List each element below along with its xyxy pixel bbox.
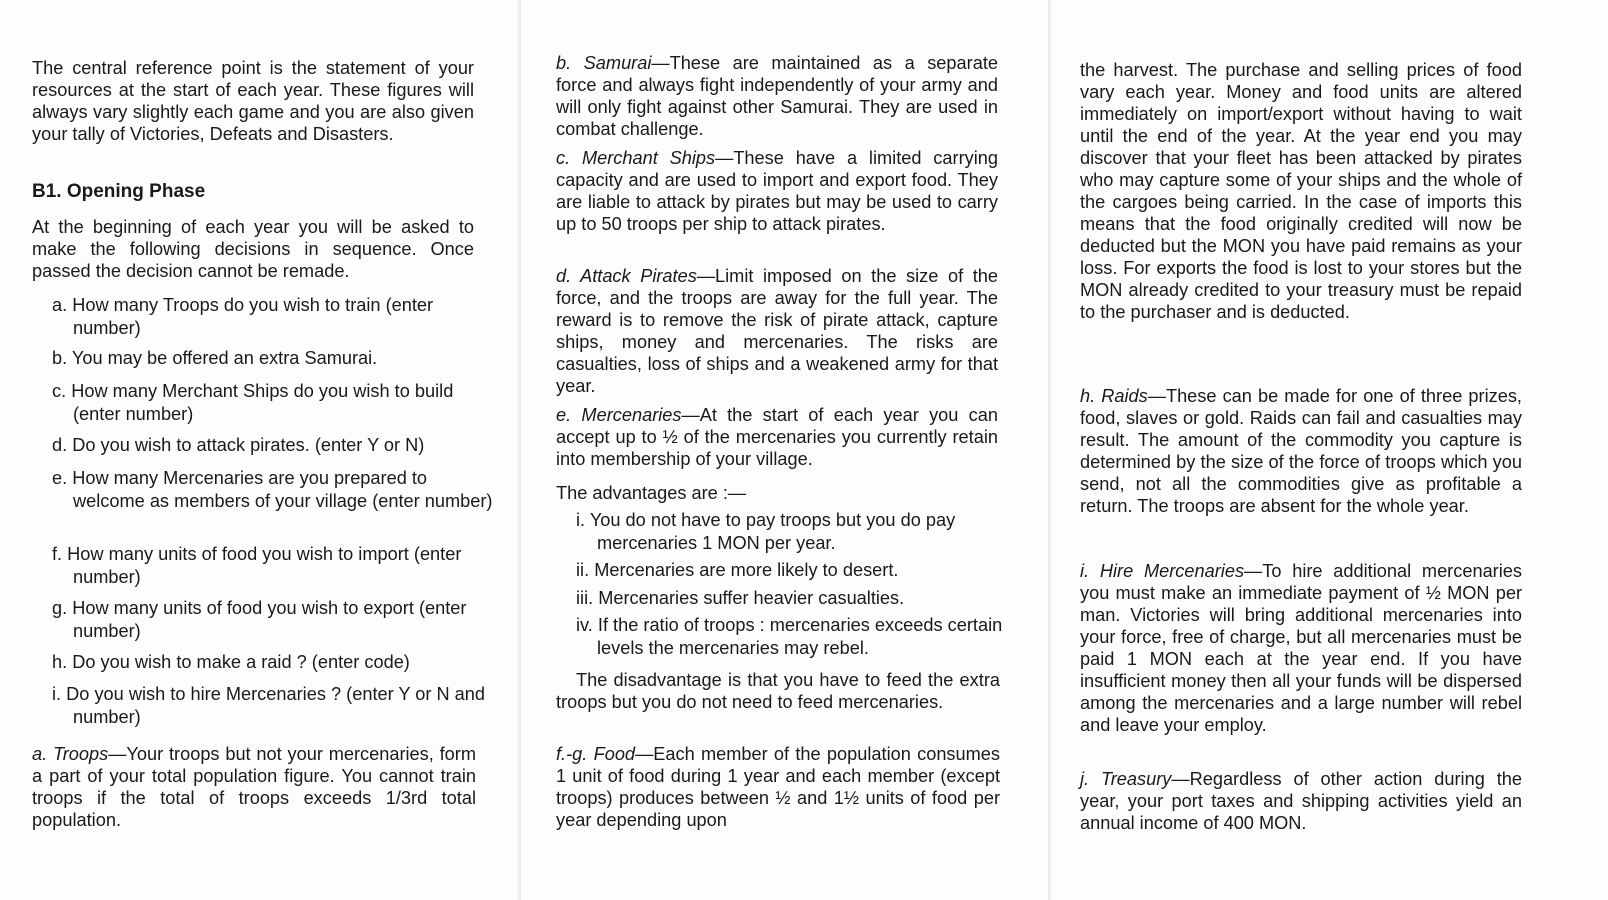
decisions-intro: At the beginning of each year you will be asked to make the following decisions in sequence. Once passed the decision cannot be remade. xyxy=(32,217,474,281)
mercenaries-text: —At the start of each year you can accept up to ½ of the mercenaries you currently retain into membership of your village. xyxy=(556,405,998,469)
pirates-paragraph xyxy=(556,265,998,397)
hire-mercenaries-text: —To hire additional mercenaries you must make an immediate payment of ½ MON per man. Victories will bring additional mercenaries into your force, free of charge, but all mercenaries must be paid 1 MON each at the year end. If you have insufficient money then all your funds will be dispersed among the mercenaries and a large number will rebel and leave your employ. xyxy=(1080,561,1522,735)
pirates-text: —Limit imposed on the size of the force, and the troops are away for the full year. The reward is to remove the risk of pirate attack, capture ships, money and mercenaries. The risks are casualties, loss of ships and a weakened army for that year. xyxy=(556,266,998,396)
ships-label: c. Merchant Ships xyxy=(556,148,716,168)
decision-item-c: c. How many Merchant Ships do you wish to build (enter number) xyxy=(52,381,454,424)
hire-mercenaries-paragraph xyxy=(1080,560,1522,736)
troops-label: a. Troops xyxy=(32,744,109,764)
raids-text: —These can be made for one of three prizes, food, slaves or gold. Raids can fail and casualties may result. The amount of the commodity you capture is determined by the size of the force of troops which you send, not all the commodities give as profitable a return. The troops are absent for the whole year. xyxy=(1080,386,1522,516)
pirates-label: d. Attack Pirates xyxy=(556,266,697,286)
raids-label: h. Raids xyxy=(1080,386,1148,406)
ships-text: —These have a limited carrying capacity and are used to import and export food. They are liable to attack by pirates but may be used to carry up to 50 troops per ship to attack pirates. xyxy=(556,148,998,234)
treasury-paragraph xyxy=(1080,768,1522,834)
page-fold-right xyxy=(1048,0,1051,900)
intro-paragraph: The central reference point is the statement of your resources at the start of each year. These figures will always vary slightly each game and you are also given your tally of Victories, Defeats and Disasters. xyxy=(32,58,474,144)
food-label: f.-g. Food xyxy=(556,744,636,764)
section-heading: B1. Opening Phase xyxy=(32,181,206,202)
page-fold-left xyxy=(518,0,521,900)
treasury-label: j. Treasury xyxy=(1080,769,1172,789)
samurai-paragraph xyxy=(556,52,998,140)
food-text: —Each member of the population consumes 1 unit of food during 1 year and each member (except troops) produces between ½ and 1½ units of food per year depending upon xyxy=(556,744,1000,830)
decision-item-i: i. Do you wish to hire Mercenaries ? (enter Y or N and number) xyxy=(52,684,486,727)
decision-item-g: g. How many units of food you wish to export (enter number) xyxy=(52,598,467,641)
treasury-text: —Regardless of other action during the year, your port taxes and shipping activities yield an annual income of 400 MON. xyxy=(1080,769,1522,833)
decision-item-f: f. How many units of food you wish to import (enter number) xyxy=(52,544,462,587)
mercenaries-label: e. Mercenaries xyxy=(556,405,682,425)
troops-paragraph xyxy=(32,743,476,831)
advantage-item-4: iv. If the ratio of troops : mercenaries exceeds certain levels the mercenaries may rebel. xyxy=(576,615,1003,658)
food-paragraph xyxy=(556,743,1000,831)
mercenaries-paragraph xyxy=(556,404,998,470)
advantage-item-2: ii. Mercenaries are more likely to desert. xyxy=(576,560,899,580)
ships-paragraph xyxy=(556,147,998,235)
advantage-item-3: iii. Mercenaries suffer heavier casualties. xyxy=(576,588,905,608)
decision-item-h: h. Do you wish to make a raid ? (enter code) xyxy=(52,652,410,672)
page-column-3 xyxy=(1068,0,1608,900)
troops-text: —Your troops but not your mercenaries, form a part of your total population figure. You cannot train troops if the total of troops exceeds 1/3rd total population. xyxy=(32,744,476,830)
food-continued-paragraph: the harvest. The purchase and selling prices of food vary each year. Money and food units are altered immediately on import/export without having to wait until the end of the year. At the year end you may discover that your fleet has been attacked by pirates who may capture some of your ships and the whole of the cargoes being carried. In the case of imports this means that the food originally credited will now be deducted but the MON you have paid remains as your loss. For exports the food is lost to your stores but the MON already credited to your treasury must be repaid to the purchaser and is deducted. xyxy=(1080,60,1522,322)
advantages-intro: The advantages are :— xyxy=(556,483,747,503)
samurai-text: —These are maintained as a separate force and always fight independently of your army and will only fight against other Samurai. They are used in combat challenge. xyxy=(556,53,998,139)
decision-item-b: b. You may be offered an extra Samurai. xyxy=(52,348,378,368)
decision-item-d: d. Do you wish to attack pirates. (enter Y or N) xyxy=(52,435,425,455)
raids-paragraph xyxy=(1080,385,1522,517)
hire-mercenaries-label: i. Hire Mercenaries xyxy=(1080,561,1245,581)
disadvantage-paragraph: The disadvantage is that you have to feed the extra troops but you do not need to feed mercenaries. xyxy=(556,670,1000,712)
page-column-1 xyxy=(0,0,532,900)
decision-item-e: e. How many Mercenaries are you prepared to welcome as members of your village (enter number) xyxy=(52,468,493,511)
decision-item-a: a. How many Troops do you wish to train (enter number) xyxy=(52,295,434,338)
samurai-label: b. Samurai xyxy=(556,53,652,73)
advantage-item-1: i. You do not have to pay troops but you do pay mercenaries 1 MON per year. xyxy=(576,510,956,553)
page-column-2 xyxy=(532,0,1068,900)
